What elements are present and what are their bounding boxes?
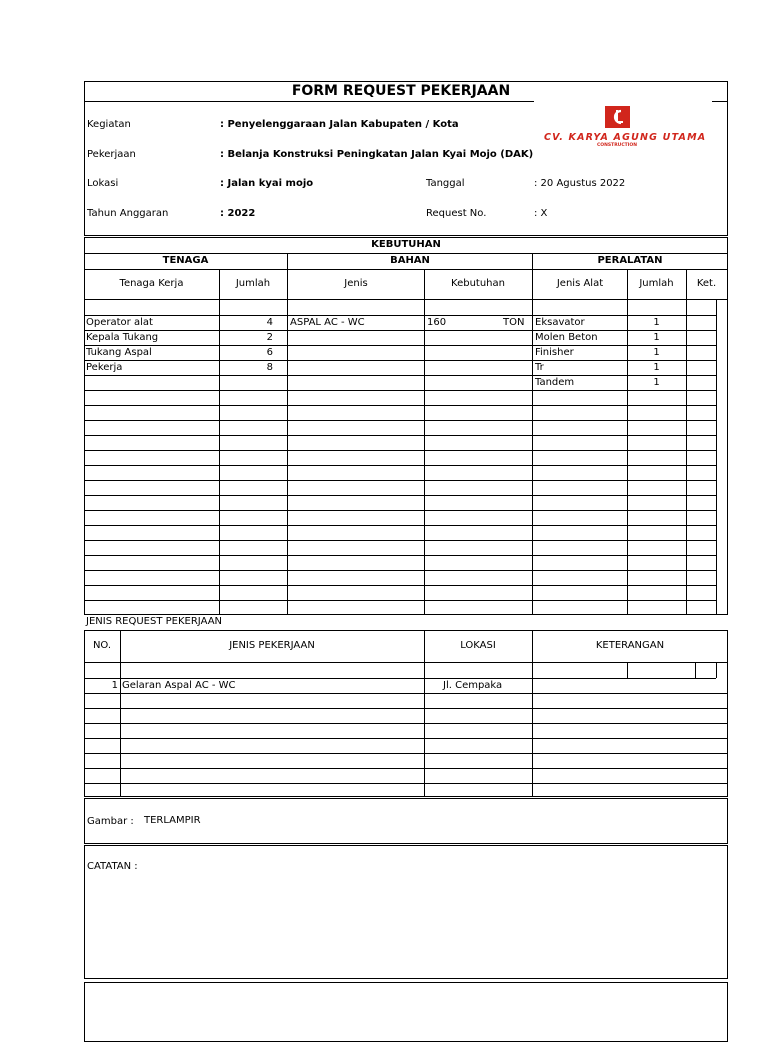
tahun-value: : 2022 — [220, 208, 256, 219]
grid-row-line — [84, 678, 716, 679]
company-logo — [540, 104, 712, 152]
request-value: : X — [534, 208, 548, 219]
divider — [84, 662, 728, 663]
tenaga-name-2: Kepala Tukang — [86, 332, 159, 343]
catatan-label: CATATAN : — [87, 861, 138, 872]
grid-row-line — [84, 768, 728, 769]
signature-box — [84, 982, 728, 1042]
col-jumlah: Jumlah — [235, 278, 271, 289]
grid-row-line — [84, 435, 716, 436]
tenaga-qty-2: 2 — [266, 332, 273, 343]
grid-row-line — [84, 783, 728, 784]
grid-row-line — [84, 585, 716, 586]
col-tenaga-kerja: Tenaga Kerja — [119, 278, 184, 289]
divider — [424, 269, 425, 615]
divider — [716, 299, 717, 615]
grid-row-line — [84, 345, 716, 346]
tahun-label: Tahun Anggaran — [87, 208, 169, 219]
grid-row-line — [84, 570, 716, 571]
grid-row-line — [84, 330, 716, 331]
alat-name-2: Molen Beton — [535, 332, 598, 343]
bahan-jenis-1: ASPAL AC - WC — [290, 317, 365, 328]
company-name: CV. KARYA AGUNG UTAMA — [544, 132, 707, 143]
divider — [287, 253, 288, 615]
grid-row-line — [84, 753, 728, 754]
grid-row-line — [84, 723, 728, 724]
tenaga-name-1: Operator alat — [86, 317, 153, 328]
form-title: FORM REQUEST PEKERJAAN — [291, 83, 511, 99]
grid-row-line — [84, 360, 716, 361]
tenaga-qty-4: 8 — [266, 362, 273, 373]
grid-row-line — [84, 495, 716, 496]
tanggal-value: : 20 Agustus 2022 — [534, 178, 626, 189]
tenaga-name-4: Pekerja — [86, 362, 123, 373]
request-no-1: 1 — [111, 680, 118, 691]
bahan-unit-1: TON — [503, 317, 525, 328]
col-lokasi: LOKASI — [460, 640, 496, 651]
col-no: NO. — [92, 640, 112, 651]
tenaga-qty-3: 6 — [266, 347, 273, 358]
pekerjaan-label: Pekerjaan — [87, 149, 136, 160]
title-underline — [84, 101, 534, 102]
grid-row-line — [84, 375, 716, 376]
gambar-label: Gambar : — [87, 816, 134, 827]
request-lokasi-1: Jl. Cempaka — [443, 680, 503, 691]
title-underline-right — [712, 101, 728, 102]
divider — [532, 253, 533, 615]
tenaga-qty-1: 4 — [266, 317, 273, 328]
divider — [84, 253, 728, 254]
col-jenis: Jenis — [344, 278, 368, 289]
alat-qty-5: 1 — [653, 377, 660, 388]
divider — [627, 662, 628, 678]
tenaga-name-3: Tukang Aspal — [86, 347, 152, 358]
grid-row-line — [84, 420, 716, 421]
divider — [695, 662, 696, 678]
kegiatan-label: Kegiatan — [87, 119, 131, 130]
grid-row-line — [84, 540, 716, 541]
divider — [532, 630, 533, 797]
alat-name-1: Eksavator — [535, 317, 585, 328]
alat-name-4: Tr — [535, 362, 544, 373]
section-tenaga: TENAGA — [162, 255, 209, 266]
col-jenis-alat: Jenis Alat — [556, 278, 604, 289]
grid-row-line — [84, 708, 728, 709]
col-keterangan: KETERANGAN — [595, 640, 665, 651]
grid-row-line — [84, 693, 728, 694]
grid-row-line — [84, 600, 716, 601]
divider — [120, 630, 121, 797]
grid-row-line — [84, 510, 716, 511]
request-label: Request No. — [426, 208, 487, 219]
col-jenis-pekerjaan: JENIS PEKERJAAN — [229, 640, 315, 651]
gambar-value: TERLAMPIR — [144, 815, 201, 826]
lokasi-value: : Jalan kyai mojo — [220, 178, 314, 189]
col-kebutuhan: Kebutuhan — [451, 278, 505, 289]
grid-row-line — [84, 525, 716, 526]
alat-qty-4: 1 — [653, 362, 660, 373]
kegiatan-value: : Penyelenggaraan Jalan Kabupaten / Kota — [220, 119, 459, 130]
divider — [686, 269, 687, 615]
col-ket: Ket. — [696, 278, 717, 289]
grid-row-line — [84, 450, 716, 451]
divider — [84, 269, 728, 270]
section-peralatan: PERALATAN — [597, 255, 663, 266]
jenis-request-title: JENIS REQUEST PEKERJAAN — [86, 616, 223, 627]
company-tagline: CONSTRUCTION — [597, 143, 637, 148]
grid-row-line — [84, 390, 716, 391]
alat-qty-3: 1 — [653, 347, 660, 358]
kebutuhan-table — [84, 237, 728, 615]
grid-row-line — [84, 738, 728, 739]
section-bahan: BAHAN — [390, 255, 430, 266]
grid-row-line — [84, 405, 716, 406]
divider — [84, 299, 728, 300]
divider — [424, 630, 425, 797]
grid-row-line — [84, 465, 716, 466]
alat-qty-2: 1 — [653, 332, 660, 343]
logo-emblem-icon — [605, 106, 630, 128]
divider — [716, 662, 717, 678]
request-jenis-1: Gelaran Aspal AC - WC — [122, 680, 236, 691]
kebutuhan-title: KEBUTUHAN — [371, 239, 441, 250]
col-jumlah-alat: Jumlah — [639, 278, 674, 289]
grid-row-line — [84, 555, 716, 556]
jenis-request-table — [84, 630, 728, 797]
pekerjaan-value: : Belanja Konstruksi Peningkatan Jalan Kyai Mojo (DAK) — [220, 149, 534, 160]
alat-name-5: Tandem — [535, 377, 575, 388]
lokasi-label: Lokasi — [87, 178, 119, 189]
bahan-qty-1: 160 — [427, 317, 447, 328]
grid-row-line — [84, 315, 716, 316]
alat-qty-1: 1 — [653, 317, 660, 328]
catatan-box — [84, 845, 728, 979]
alat-name-3: Finisher — [535, 347, 574, 358]
tanggal-label: Tanggal — [426, 178, 465, 189]
grid-row-line — [84, 480, 716, 481]
